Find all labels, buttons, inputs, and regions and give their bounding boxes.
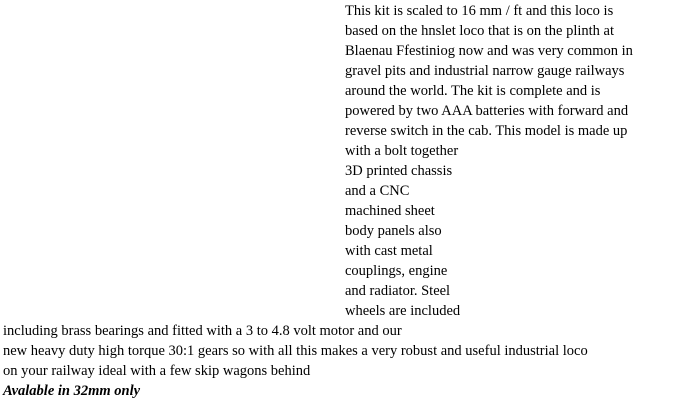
description-line: gravel pits and industrial narrow gauge railways xyxy=(345,63,625,79)
description-line: Blaenau Ffestiniog now and was very common in xyxy=(345,43,633,59)
description-line: with a bolt together xyxy=(345,143,459,159)
description-line: couplings, engine xyxy=(345,263,448,279)
description-column xyxy=(345,1,681,321)
description-continuation xyxy=(3,321,681,401)
description-line: wheels are included xyxy=(345,303,461,319)
description-line: This kit is scaled to 16 mm / ft and this loco is xyxy=(345,3,614,19)
description-line: and radiator. Steel xyxy=(345,283,451,299)
description-line: new heavy duty high torque 30:1 gears so with all this makes a very robust and useful industrial loco xyxy=(3,343,588,359)
description-line: powered by two AAA batteries with forward and xyxy=(345,103,629,119)
description-line: body panels also xyxy=(345,223,442,239)
description-line: reverse switch in the cab. This model is made up xyxy=(345,123,628,139)
availability-note: Avalable in 32mm only xyxy=(3,383,141,399)
description-line: with cast metal xyxy=(345,243,433,259)
description-line: based on the hnslet loco that is on the plinth at xyxy=(345,23,615,39)
description-line: 3D printed chassis xyxy=(345,163,453,179)
description-line: machined sheet xyxy=(345,203,435,219)
description-line: around the world. The kit is complete and is xyxy=(345,83,601,99)
description-line: including brass bearings and fitted with a 3 to 4.8 volt motor and our xyxy=(3,323,402,339)
description-line: on your railway ideal with a few skip wagons behind xyxy=(3,363,311,379)
description-line: and a CNC xyxy=(345,183,410,199)
